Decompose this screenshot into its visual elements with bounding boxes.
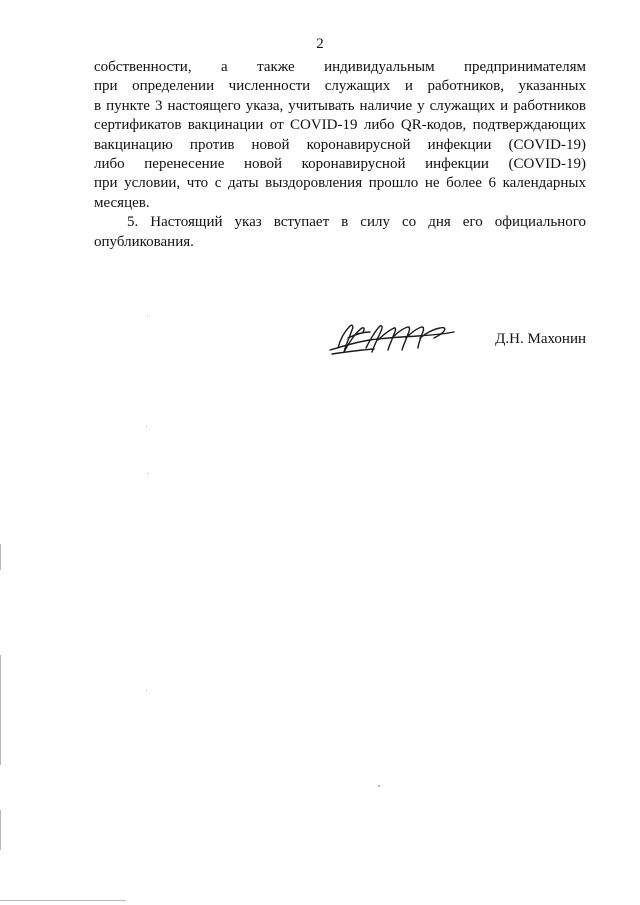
- text-line: месяцев.: [94, 194, 150, 211]
- paragraph-4: [94, 58, 586, 213]
- scan-speck: [147, 473, 148, 474]
- document-body: [94, 58, 586, 252]
- page-number: 2: [316, 36, 324, 52]
- paragraph-5: [94, 213, 586, 252]
- handwritten-signature: [326, 318, 460, 358]
- text-line: сертификатов вакцинации от COVID-19 либо QR-кодов, подтверждающих: [94, 117, 586, 134]
- text-line: в пункте 3 настоящего указа, учитывать наличие у служащих и работников: [94, 97, 586, 114]
- text-line: при определении численности служащих и работников, указанных: [94, 78, 586, 95]
- scan-margin-mark: [0, 655, 1, 765]
- scan-speck: [146, 426, 147, 427]
- scan-margin-mark: [0, 810, 1, 850]
- text-line: опубликования.: [94, 233, 194, 250]
- signer-name: Д.Н. Махонин: [495, 331, 586, 347]
- text-line: вакцинацию против новой коронавирусной инфекции (COVID-19): [94, 136, 586, 153]
- scan-margin-mark: [0, 544, 1, 570]
- scan-speck: [378, 785, 380, 787]
- text-line: либо перенесение новой коронавирусной инфекции (COVID-19): [94, 156, 586, 173]
- scan-speck: [146, 690, 147, 691]
- text-line: при условии, что с даты выздоровления прошло не более 6 календарных: [94, 175, 586, 192]
- scan-bottom-line: [0, 900, 126, 901]
- text-line: 5. Настоящий указ вступает в силу со дня его официального: [127, 214, 586, 231]
- scan-speck: [147, 316, 148, 317]
- text-line: собственности, а также индивидуальным предпринимателям: [94, 59, 586, 75]
